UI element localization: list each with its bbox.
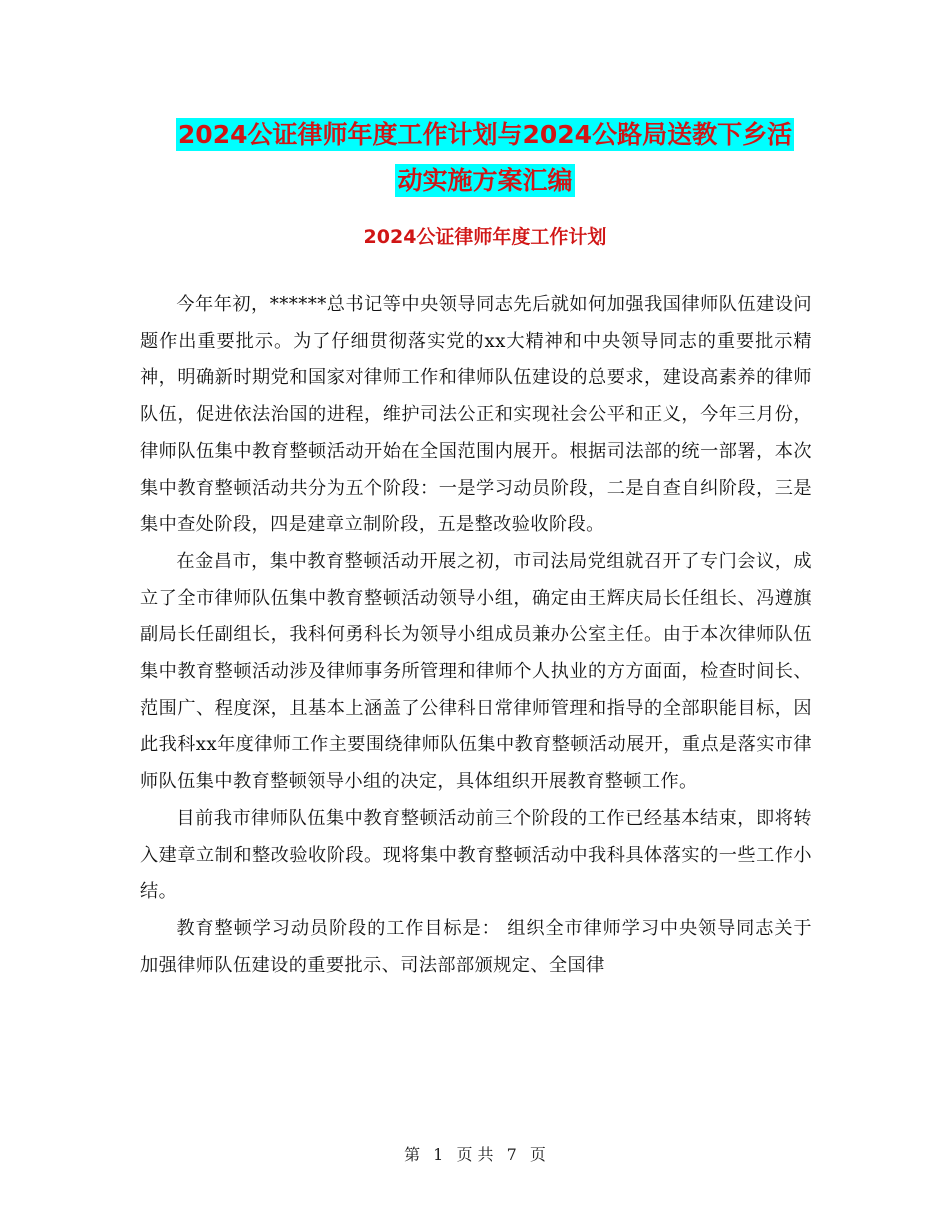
footer-prefix: 第 bbox=[404, 1145, 421, 1164]
document-title bbox=[140, 112, 830, 204]
paragraph-1: 今年年初，******总书记等中央领导同志先后就如何加强我国律师队伍建设问题作出重要批示。为了仔细贯彻落实党的xx大精神和中央领导同志的重要批示精神，明确新时期党和国家对律师工作和律师队伍建设的总要求，建设高素养的律师队伍，促进依法治国的进程，维护司法公正和实现社会公平和正义，今年三月份，律师队伍集中教育整顿活动开始在全国范围内展开。根据司法部的统一部署，本次集中教育整顿活动共分为五个阶段：一是学习动员阶段，二是自查自纠阶段，三是集中查处阶段，四是建章立制阶段，五是整改验收阶段。 bbox=[140, 294, 812, 536]
document-body bbox=[140, 287, 812, 984]
paragraph-3: 目前我市律师队伍集中教育整顿活动前三个阶段的工作已经基本结束，即将转入建章立制和整改验收阶段。现将集中教育整顿活动中我科具体落实的一些工作小结。 bbox=[140, 807, 812, 903]
footer-page-number: 1 bbox=[433, 1145, 444, 1164]
footer-middle: 页 共 bbox=[456, 1145, 494, 1164]
page-footer bbox=[0, 1143, 950, 1167]
document-title-line1: 2024公证律师年度工作计划与2024公路局送教下乡活 bbox=[177, 120, 793, 149]
section-title: 2024公证律师年度工作计划 bbox=[363, 226, 607, 248]
footer-suffix: 页 bbox=[529, 1145, 546, 1164]
footer-total-pages: 7 bbox=[506, 1145, 517, 1164]
paragraph-4: 教育整顿学习动员阶段的工作目标是： 组织全市律师学习中央领导同志关于加强律师队伍建设的重要批示、司法部部颁规定、全国律 bbox=[140, 917, 812, 976]
document-title-line2: 动实施方案汇编 bbox=[397, 166, 573, 195]
paragraph-2: 在金昌市，集中教育整顿活动开展之初，市司法局党组就召开了专门会议，成立了全市律师队伍集中教育整顿活动领导小组，确定由王辉庆局长任组长、冯遵旗副局长任副组长，我科何勇科长为领导小组成员兼办公室主任。由于本次律师队伍集中教育整顿活动涉及律师事务所管理和律师个人执业的方方面面，检查时间长、范围广、程度深，且基本上涵盖了公律科日常律师管理和指导的全部职能目标，因此我科xx年度律师工作主要围绕律师队伍集中教育整顿活动展开，重点是落实市律师队伍集中教育整顿领导小组的决定，具体组织开展教育整顿工作。 bbox=[140, 550, 812, 793]
